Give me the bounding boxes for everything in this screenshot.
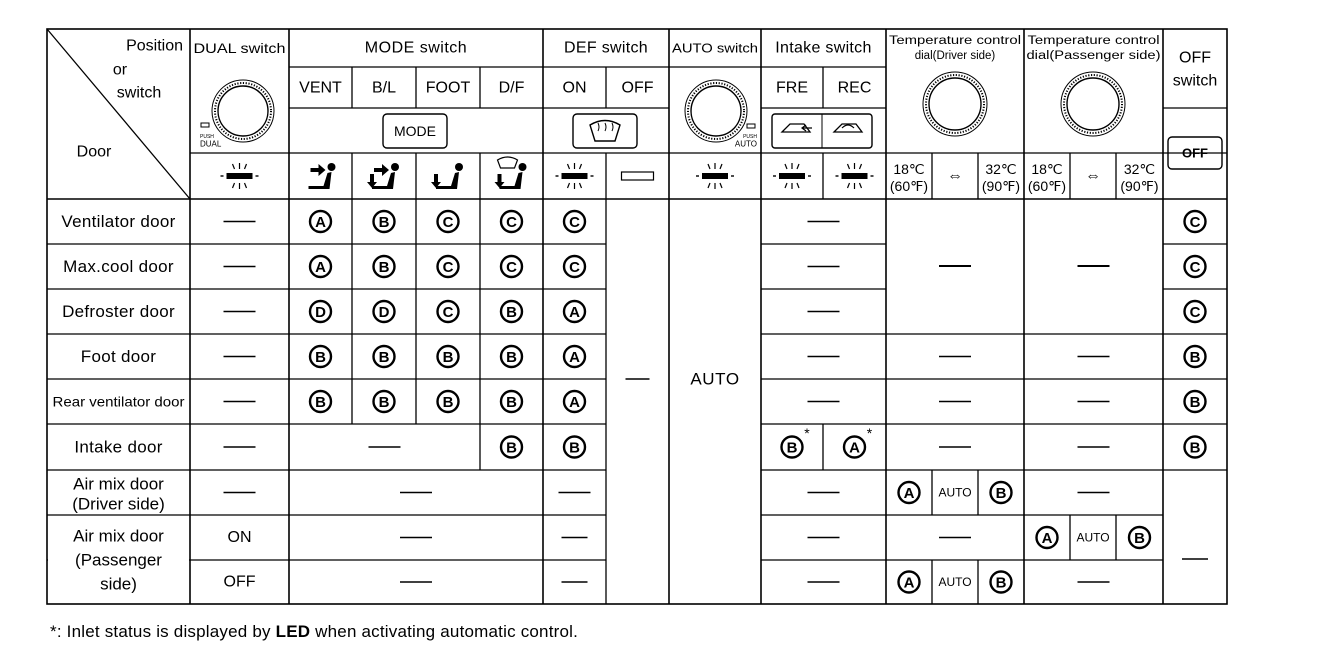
temp-low-label: (60℉) [889, 178, 929, 194]
dual-label: DUAL [200, 139, 222, 149]
temp-arrow-label: ⇔ [1085, 167, 1101, 185]
led-ray [720, 164, 722, 169]
mode-col-label: FOOT [425, 79, 471, 97]
letter-text: B [506, 439, 517, 457]
temp-passenger-knob-icon [1061, 72, 1125, 136]
letter-text: C [1189, 259, 1201, 276]
temp-low-label: 18℃ [1031, 161, 1063, 177]
door-name: Ventilator door [61, 212, 176, 231]
temp-high-label: 32℃ [985, 161, 1017, 177]
auto-switch-title: AUTO switch [672, 40, 758, 56]
foot-arrow [495, 174, 505, 188]
led-bar [562, 173, 588, 179]
temp-passenger-title: dial(Passenger side) [1026, 50, 1161, 62]
led-ray [580, 183, 582, 188]
defroster-icon [598, 123, 613, 131]
knob-inner [929, 78, 981, 130]
footnote-prefix: *: Inlet status is displayed by [50, 622, 276, 641]
mode-value [438, 391, 459, 412]
led-ray [568, 183, 570, 188]
door-name: Intake door [74, 437, 163, 457]
letter-text: B [1134, 530, 1145, 547]
letter-text: C [506, 214, 517, 231]
off-switch-title: OFF [1179, 49, 1211, 67]
temp-high-label: (90℉) [981, 178, 1021, 194]
off-value [1185, 346, 1206, 367]
led-ray [785, 164, 787, 169]
mode-value [374, 256, 395, 277]
knob-inner [218, 86, 268, 136]
led-ray [708, 164, 710, 169]
letter-text: B [1189, 349, 1201, 366]
letter-text: A [315, 259, 326, 276]
led-ray [245, 164, 247, 169]
def-col-label: ON [562, 79, 587, 97]
mode-switch-title: MODE switch [364, 39, 468, 57]
led-bar [779, 173, 805, 179]
bilevel-mode-icon [367, 163, 399, 189]
letter-text: A [569, 304, 580, 321]
cell-text: AUTO [938, 485, 972, 500]
led-ray [848, 164, 850, 169]
led-ray [720, 183, 722, 188]
occupant-body [436, 172, 459, 189]
letter-text: B [786, 439, 798, 457]
letter-text: A [569, 349, 580, 366]
led-ray [708, 183, 710, 188]
door-name: Defroster door [62, 302, 175, 321]
letter-text: C [569, 259, 580, 276]
def-col-label: OFF [621, 79, 654, 97]
temp-high-label: 32℃ [1123, 161, 1156, 177]
letter-text: B [378, 394, 390, 411]
intake-col-label: REC [837, 79, 872, 97]
def-on-value [564, 437, 585, 458]
header-diagonal [47, 29, 190, 199]
push-label: PUSH [200, 134, 214, 140]
intake-rec-letter [844, 437, 865, 458]
off-value [1185, 437, 1206, 458]
dual-led [201, 123, 209, 127]
mode-value [374, 391, 395, 412]
defrost-glyph [498, 157, 518, 168]
occupant-head [519, 163, 527, 171]
door-name: (Passenger [75, 550, 162, 570]
off-value [1185, 211, 1206, 232]
cell-text: AUTO [938, 575, 972, 589]
mode-value [438, 346, 459, 367]
def-on-value [564, 211, 585, 232]
position-letter [899, 572, 920, 593]
letter-text: A [903, 485, 915, 502]
led-ray [580, 164, 582, 169]
position-letter [991, 572, 1012, 593]
mode-col-label: VENT [299, 79, 342, 97]
rec-led-icon [836, 163, 874, 189]
led-bar [702, 173, 728, 179]
mode-value [310, 301, 331, 322]
def-on-value [564, 301, 585, 322]
auto-led-icon [696, 163, 734, 189]
mode-value [501, 256, 522, 277]
foot-arrow [367, 174, 377, 188]
door-name: side) [100, 574, 137, 594]
def-on-value [564, 346, 585, 367]
vent-arrow [374, 164, 389, 176]
temp-low-label: (60℉) [1027, 178, 1067, 194]
mode-value [310, 346, 331, 367]
letter-text: B [995, 485, 1007, 502]
auto-knob-icon [685, 80, 747, 142]
letter-text: D [378, 304, 390, 321]
foot-mode-icon [431, 163, 463, 189]
letter-text: A [849, 439, 860, 457]
mode-value [501, 346, 522, 367]
led-ray [860, 183, 862, 188]
letter-text: B [506, 304, 517, 321]
letter-text: B [378, 259, 390, 276]
led-ray [860, 164, 862, 169]
cell-text: AUTO [1076, 530, 1110, 545]
mode-value [374, 301, 395, 322]
mode-value [501, 391, 522, 412]
led-ray [568, 164, 570, 169]
footnote [50, 622, 578, 642]
mode-value [501, 211, 522, 232]
footnote-asterisk: * [804, 425, 810, 441]
recirculate-icon [842, 125, 854, 128]
temp-passenger-title: Temperature control [1027, 35, 1160, 47]
letter-text: C [1189, 214, 1201, 231]
door-name: Rear ventilator door [52, 393, 185, 410]
mode-col-label: B/L [371, 79, 397, 97]
letter-text: C [569, 214, 580, 231]
vent-mode-icon [309, 163, 336, 189]
def-on-led-icon [556, 163, 594, 189]
off-switch-title: switch [1172, 72, 1218, 90]
intake-switch-title: Intake switch [775, 39, 872, 57]
door-name: Max.cool door [63, 257, 174, 276]
letter-text: C [442, 304, 454, 321]
foot-arrow [431, 174, 441, 188]
letter-text: B [378, 349, 390, 366]
letter-text: A [1041, 530, 1053, 547]
mode-value [310, 391, 331, 412]
position-letter [1129, 527, 1150, 548]
dual-knob-icon [212, 80, 274, 142]
mode-value [438, 301, 459, 322]
auto-label: AUTO [734, 139, 757, 149]
position-letter [991, 482, 1012, 503]
vent-arrow [311, 164, 326, 176]
knob-inner [691, 86, 741, 136]
door-name: (Driver side) [72, 494, 165, 514]
off-value [1185, 256, 1206, 277]
door-name: Air mix door [73, 526, 164, 546]
door-name: Foot door [80, 347, 157, 366]
auto-led [747, 124, 755, 128]
mode-value [374, 211, 395, 232]
dual-led-icon [221, 163, 259, 189]
letter-text: B [995, 574, 1007, 592]
def-switch-title: DEF switch [564, 39, 648, 57]
mode-value [501, 437, 522, 458]
letter-text: B [315, 349, 326, 366]
door-name: Air mix door [73, 474, 164, 494]
letter-text: C [1189, 304, 1201, 321]
occupant-head [328, 163, 336, 171]
fresh-air-icon [802, 125, 812, 131]
switch-label: switch [116, 84, 162, 102]
mode-value [501, 301, 522, 322]
temp-driver-title: Temperature control [889, 35, 1021, 47]
letter-text: C [442, 259, 454, 276]
mode-col-label: D/F [498, 79, 525, 97]
led-ray [797, 183, 799, 188]
letter-text: B [569, 439, 580, 457]
footnote-bold: LED [275, 622, 311, 641]
temp-high-label: (90℉) [1120, 178, 1159, 194]
letter-text: B [506, 349, 517, 366]
letter-text: C [506, 259, 517, 276]
door-label: Door [76, 143, 112, 161]
letter-text: B [1189, 439, 1201, 457]
mode-value [310, 211, 331, 232]
or-label: or [112, 61, 128, 79]
led-bar [842, 173, 868, 179]
auto-value: AUTO [690, 369, 740, 389]
position-label: Position [126, 37, 183, 55]
occupant-head [455, 163, 463, 171]
mode-value [438, 256, 459, 277]
occupant-head [391, 163, 399, 171]
def-on-value [564, 256, 585, 277]
led-ray [848, 183, 850, 188]
led-bar [227, 173, 253, 179]
led-ray [245, 183, 247, 188]
temp-driver-knob-icon [923, 72, 987, 136]
position-letter [1037, 527, 1058, 548]
def-off-led-icon [622, 172, 654, 180]
letter-text: C [442, 214, 454, 231]
off-value [1185, 391, 1206, 412]
temp-arrow-label: ⇔ [947, 167, 963, 185]
mode-button-label: MODE [394, 123, 436, 139]
dual-off-value: OFF [223, 573, 256, 591]
temp-driver-title: dial(Driver side) [914, 50, 996, 62]
intake-fre-letter [782, 437, 803, 458]
position-letter [899, 482, 920, 503]
fre-led-icon [773, 163, 811, 189]
dual-switch-title: DUAL switch [193, 40, 286, 56]
temp-low-label: 18℃ [893, 161, 925, 177]
mode-value [310, 256, 331, 277]
letter-text: B [1189, 394, 1201, 411]
letter-text: B [442, 394, 454, 411]
push-label: PUSH [743, 134, 757, 140]
letter-text: A [569, 394, 580, 411]
defrost-foot-mode-icon [495, 157, 527, 189]
letter-text: A [315, 214, 326, 231]
letter-text: D [315, 304, 326, 321]
off-button-label: OFF [1182, 145, 1208, 161]
led-ray [233, 183, 235, 188]
letter-text: B [315, 394, 326, 411]
occupant-body [500, 172, 523, 189]
def-on-value [564, 391, 585, 412]
led-ray [785, 183, 787, 188]
footnote-suffix: when activating automatic control. [310, 622, 579, 641]
letter-text: A [903, 574, 915, 592]
intake-col-label: FRE [776, 79, 808, 97]
led-ray [233, 164, 235, 169]
letter-text: B [442, 349, 454, 366]
letter-text: B [506, 394, 517, 411]
mode-value [438, 211, 459, 232]
led-ray [797, 164, 799, 169]
off-value [1185, 301, 1206, 322]
dual-on-value: ON [227, 529, 252, 546]
mode-value [374, 346, 395, 367]
knob-inner [1067, 78, 1119, 130]
letter-text: B [378, 214, 390, 231]
footnote-asterisk: * [866, 425, 873, 441]
